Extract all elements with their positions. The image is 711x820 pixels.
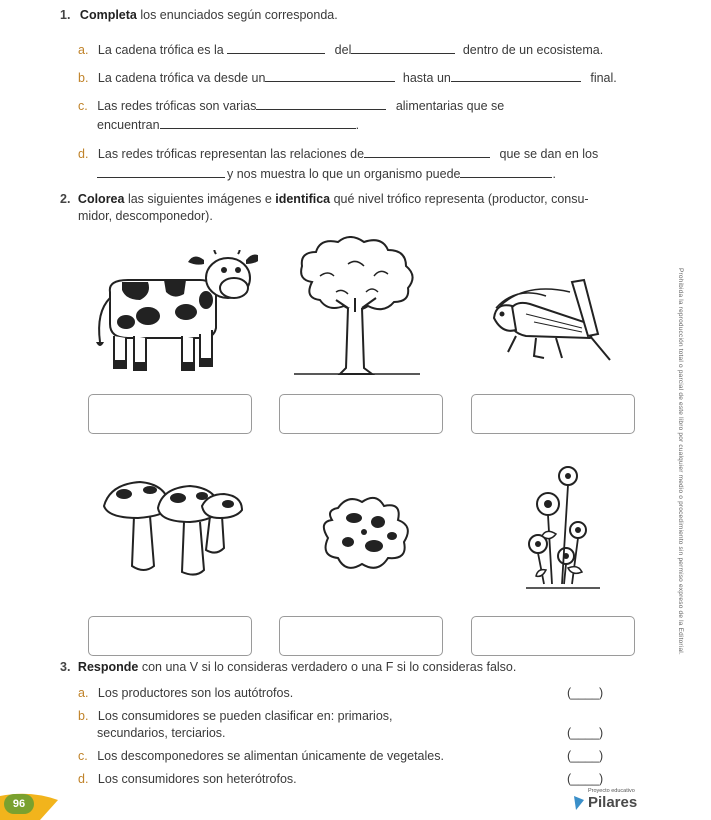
- q2-heading: [60, 191, 660, 225]
- mushrooms-icon: [100, 478, 246, 578]
- flowers-icon: [516, 464, 606, 596]
- q1c-text2: alimentarias que se: [395, 99, 505, 113]
- q1b-text3: final.: [590, 71, 617, 85]
- q2-number: 2.: [60, 192, 71, 206]
- item-letter: c.: [78, 99, 88, 113]
- q2-rest2: midor, descomponedor).: [78, 209, 213, 223]
- q1b-text2: hasta un: [402, 71, 451, 85]
- q1d-text3: y nos muestra lo que un organismo puede: [227, 167, 461, 181]
- answer-line[interactable]: [265, 70, 395, 82]
- q1-instruction: los enunciados según corresponda.: [136, 8, 338, 22]
- q1-item-d-line2: [97, 166, 556, 181]
- side-copyright-text: Prohibida la reproducción total o parcial de este libro por cualquier medio o procedimiento sin permiso expreso de la Editorial.: [677, 268, 684, 655]
- answer-line[interactable]: [460, 166, 552, 178]
- cow-icon: [88, 250, 258, 378]
- answer-box-flowers[interactable]: [471, 616, 635, 656]
- answer-line[interactable]: [227, 42, 325, 54]
- answer-box-mold[interactable]: [279, 616, 443, 656]
- tree-icon: [290, 236, 425, 378]
- q1d-text1: Las redes tróficas representan las relaciones de: [97, 147, 365, 161]
- item-letter: d.: [78, 147, 89, 161]
- item-letter: b.: [78, 709, 89, 723]
- item-letter: a.: [78, 43, 89, 57]
- item-letter: d.: [78, 772, 89, 786]
- q1-verb: Completa: [79, 8, 137, 22]
- q1-item-d: [78, 146, 598, 161]
- answer-line[interactable]: [97, 166, 225, 178]
- q3-item-d: [78, 772, 297, 786]
- q3-item-a: [78, 686, 293, 700]
- q3-item-b-line2: [97, 726, 226, 740]
- answer-box-tree[interactable]: [279, 394, 443, 434]
- q3-heading: [60, 660, 516, 674]
- answer-box-mushrooms[interactable]: [88, 616, 252, 656]
- answer-paren-c[interactable]: (____): [567, 749, 604, 763]
- q1a-text1: La cadena trófica es la: [97, 43, 224, 57]
- q1-heading: [60, 8, 338, 22]
- q1-number: 1.: [60, 8, 71, 22]
- answer-box-grasshopper[interactable]: [471, 394, 635, 434]
- q2-mid: las siguientes imágenes e: [124, 192, 276, 206]
- q3-number: 3.: [60, 660, 71, 674]
- answer-paren-a[interactable]: (____): [567, 686, 604, 700]
- q1c-text1: Las redes tróficas son varias: [97, 99, 257, 113]
- item-letter: a.: [78, 686, 89, 700]
- q1-item-a: [78, 42, 603, 57]
- brand-name: Pilares: [588, 794, 638, 811]
- q1c-text4: .: [355, 118, 360, 132]
- q3-item-c: [78, 749, 444, 763]
- answer-line[interactable]: [451, 70, 581, 82]
- q3-verb: Responde: [77, 660, 139, 674]
- q3a-text: Los productores son los autótrofos.: [97, 686, 294, 700]
- brand-mark-icon: [572, 794, 586, 812]
- q1d-text4: .: [552, 167, 556, 181]
- answer-line[interactable]: [256, 98, 386, 110]
- q3b-text2: secundarios, terciarios.: [97, 726, 226, 740]
- q2-verb2: identifica: [275, 192, 331, 206]
- page-number-badge: [4, 794, 34, 814]
- q2-rest1: qué nivel trófico representa (productor, consu-: [330, 192, 589, 206]
- q3d-text: Los consumidores son heterótrofos.: [97, 772, 297, 786]
- q1b-text1: La cadena trófica va desde un: [97, 71, 266, 85]
- q1d-text2: que se dan en los: [499, 147, 599, 161]
- page-number: 96: [12, 798, 26, 810]
- q1-item-c-line2: [97, 117, 359, 132]
- q1-item-c: [78, 98, 504, 113]
- q1c-text3: encuentran: [97, 118, 160, 132]
- q1a-text3: dentro de un ecosistema.: [462, 43, 604, 57]
- answer-paren-b[interactable]: (____): [567, 726, 604, 740]
- answer-line[interactable]: [160, 117, 356, 129]
- grasshopper-icon: [486, 278, 618, 366]
- q3b-text: Los consumidores se pueden clasificar en: primarios,: [97, 709, 393, 723]
- q1-item-b: [78, 70, 617, 85]
- item-letter: b.: [78, 71, 89, 85]
- brand-small: Proyecto educativo: [588, 788, 635, 794]
- item-letter: c.: [78, 749, 88, 763]
- side-copyright: [672, 268, 686, 778]
- q1a-text2: del: [334, 43, 352, 57]
- q2-verb1: Colorea: [77, 192, 125, 206]
- q3-instruction: con una V si lo consideras verdadero o una F si lo consideras falso.: [138, 660, 517, 674]
- answer-line[interactable]: [351, 42, 455, 54]
- q3-item-b: [78, 709, 393, 723]
- answer-box-cow[interactable]: [88, 394, 252, 434]
- q3c-text: Los descomponedores se alimentan únicamente de vegetales.: [97, 749, 444, 763]
- mold-icon: [318, 492, 418, 576]
- answer-line[interactable]: [364, 146, 490, 158]
- answer-paren-d[interactable]: (____): [567, 772, 604, 786]
